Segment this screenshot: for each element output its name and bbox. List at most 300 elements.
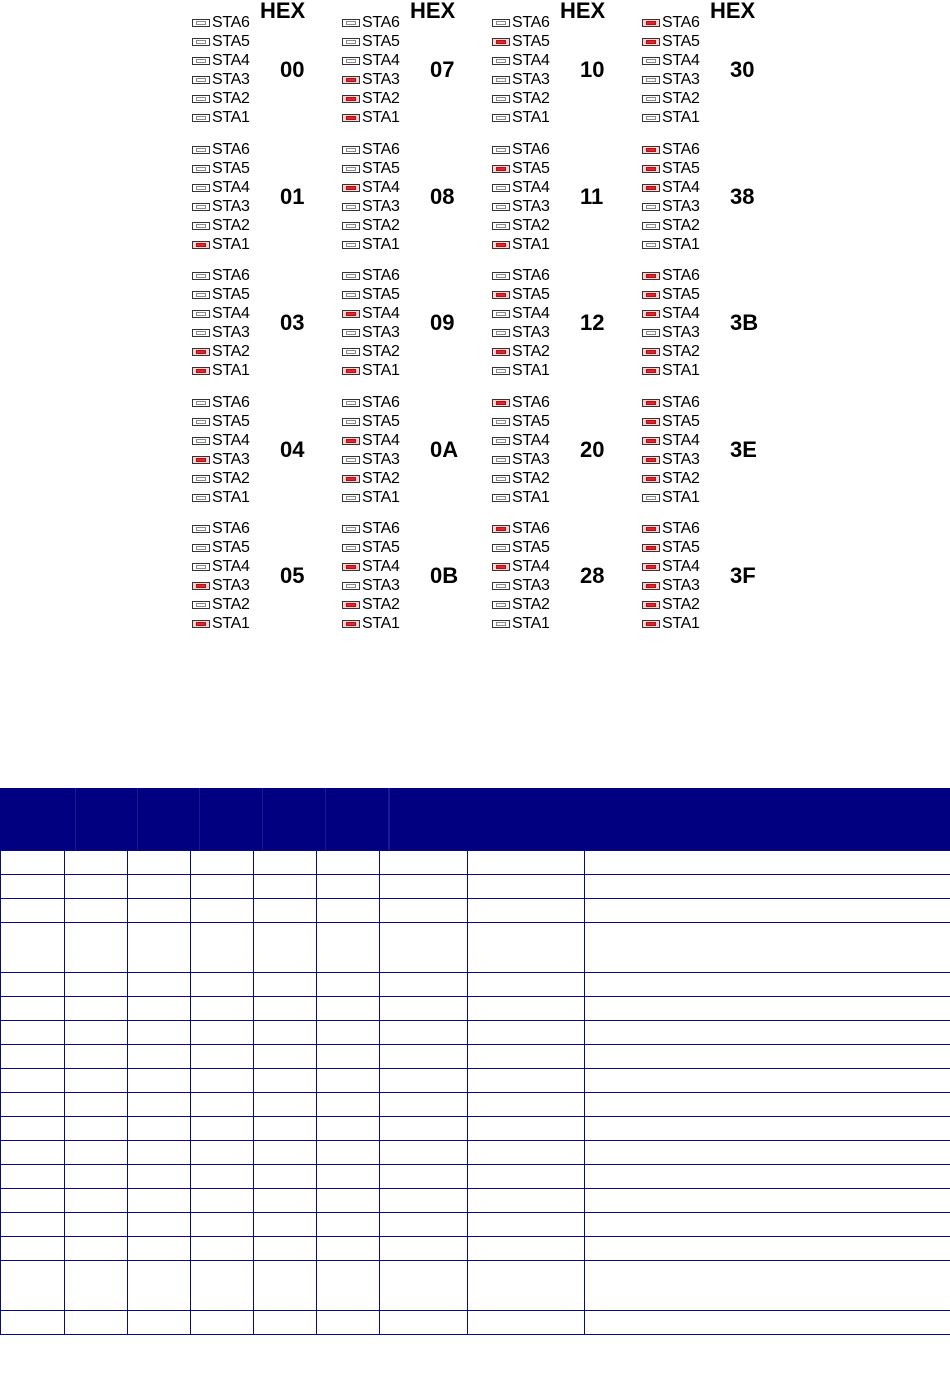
hex-value: 3B <box>730 310 759 335</box>
led-off-icon <box>492 601 510 609</box>
led-off-icon <box>342 165 360 173</box>
table-cell <box>254 1188 317 1212</box>
led-label: STA2 <box>362 90 400 107</box>
led-status-grid <box>0 0 950 640</box>
table-row <box>1 1140 950 1164</box>
led-off-icon <box>192 38 210 46</box>
table-cell <box>65 1068 128 1092</box>
led-off-icon <box>192 494 210 502</box>
led-off-icon <box>492 544 510 552</box>
table-cell <box>65 922 128 972</box>
led-off-icon <box>342 494 360 502</box>
table-header-row <box>1 788 950 850</box>
table-cell <box>585 1044 950 1068</box>
led-on-icon <box>192 241 210 249</box>
table-row <box>1 1044 950 1068</box>
led-label: STA2 <box>212 596 250 613</box>
led-on-icon <box>642 399 660 407</box>
led-label: STA1 <box>512 236 550 253</box>
led-label: STA3 <box>512 324 550 341</box>
table-cell <box>585 850 950 874</box>
table-cell <box>65 1310 128 1334</box>
led-label: STA4 <box>362 52 400 69</box>
table-cell <box>65 1188 128 1212</box>
table-cell <box>317 1212 380 1236</box>
hex-value: 3E <box>730 437 757 462</box>
table-row <box>1 1164 950 1188</box>
led-row <box>492 323 550 342</box>
led-row <box>492 140 550 159</box>
led-row <box>642 393 700 412</box>
led-label: STA6 <box>512 394 550 411</box>
led-code-group <box>492 13 622 131</box>
table-cell <box>128 1236 191 1260</box>
led-label: STA2 <box>212 343 250 360</box>
led-off-icon <box>192 272 210 280</box>
led-off-icon <box>642 95 660 103</box>
led-row <box>192 614 250 633</box>
led-label: STA2 <box>512 90 550 107</box>
table-cell <box>585 1188 950 1212</box>
hex-value: 01 <box>280 184 305 209</box>
table-cell <box>254 1310 317 1334</box>
led-on-icon <box>642 582 660 590</box>
table-cell <box>317 898 380 922</box>
led-code-group <box>192 13 322 131</box>
led-row <box>642 557 700 576</box>
led-off-icon <box>492 310 510 318</box>
led-row <box>492 469 550 488</box>
table-cell <box>191 972 254 996</box>
table-cell <box>585 1092 950 1116</box>
led-label: STA6 <box>662 141 700 158</box>
table-cell <box>585 1020 950 1044</box>
led-row <box>342 70 400 89</box>
table-cell <box>65 874 128 898</box>
led-row <box>642 412 700 431</box>
led-label: STA4 <box>512 179 550 196</box>
led-off-icon <box>192 437 210 445</box>
led-code-group <box>192 266 322 384</box>
hex-value: 05 <box>280 563 305 588</box>
table-cell <box>254 1092 317 1116</box>
led-code-group <box>342 393 472 511</box>
led-code-group <box>492 393 622 511</box>
led-code-group <box>492 140 622 258</box>
table-cell <box>468 996 585 1020</box>
table-cell <box>468 1140 585 1164</box>
led-row <box>642 538 700 557</box>
led-label: STA5 <box>212 413 250 430</box>
table-cell <box>380 1140 468 1164</box>
led-row <box>342 108 400 127</box>
led-off-icon <box>492 418 510 426</box>
led-label: STA5 <box>512 539 550 556</box>
led-label: STA3 <box>362 577 400 594</box>
table-row <box>1 1212 950 1236</box>
led-off-icon <box>342 146 360 154</box>
led-row <box>642 304 700 323</box>
table-cell <box>1 874 65 898</box>
led-off-icon <box>192 329 210 337</box>
led-on-icon <box>642 19 660 27</box>
led-label: STA2 <box>362 217 400 234</box>
led-row <box>192 576 250 595</box>
led-label: STA3 <box>512 451 550 468</box>
table-cell <box>128 922 191 972</box>
led-label: STA1 <box>512 489 550 506</box>
led-row <box>192 89 250 108</box>
table-cell <box>65 1092 128 1116</box>
led-label: STA5 <box>362 413 400 430</box>
led-label: STA1 <box>662 489 700 506</box>
led-on-icon <box>642 563 660 571</box>
table-cell <box>254 996 317 1020</box>
led-code-group <box>192 140 322 258</box>
led-row <box>642 159 700 178</box>
table-cell <box>317 1020 380 1044</box>
led-row <box>342 197 400 216</box>
table-cell <box>585 1164 950 1188</box>
led-row <box>192 469 250 488</box>
table-cell <box>380 1236 468 1260</box>
table-cell <box>380 972 468 996</box>
led-off-icon <box>492 57 510 65</box>
table-cell <box>128 1116 191 1140</box>
led-row <box>342 216 400 235</box>
led-on-icon <box>642 291 660 299</box>
led-row <box>642 469 700 488</box>
led-code-group <box>342 13 472 131</box>
hex-value: 20 <box>580 437 605 462</box>
led-label: STA4 <box>212 558 250 575</box>
led-label: STA1 <box>662 615 700 632</box>
table-cell <box>1 1188 65 1212</box>
led-row <box>492 488 550 507</box>
table-cell <box>468 898 585 922</box>
led-on-icon <box>192 620 210 628</box>
led-row <box>642 216 700 235</box>
led-label: STA1 <box>662 362 700 379</box>
led-off-icon <box>192 310 210 318</box>
led-row <box>642 431 700 450</box>
led-off-icon <box>642 76 660 84</box>
led-row <box>342 32 400 51</box>
led-label: STA1 <box>362 109 400 126</box>
led-row <box>342 576 400 595</box>
table-cell <box>317 1188 380 1212</box>
led-row <box>192 538 250 557</box>
led-on-icon <box>342 310 360 318</box>
table-cell <box>468 874 585 898</box>
led-off-icon <box>192 114 210 122</box>
table-cell <box>65 1260 128 1310</box>
led-on-icon <box>642 418 660 426</box>
led-off-icon <box>492 582 510 590</box>
led-off-icon <box>492 76 510 84</box>
led-row <box>492 450 550 469</box>
led-off-icon <box>642 203 660 211</box>
led-label: STA2 <box>512 217 550 234</box>
led-label: STA5 <box>212 286 250 303</box>
table-cell <box>468 1164 585 1188</box>
table-cell <box>65 1164 128 1188</box>
hex-value: 0A <box>430 437 459 462</box>
led-off-icon <box>642 494 660 502</box>
table-cell <box>1 1068 65 1092</box>
led-label: STA4 <box>512 432 550 449</box>
led-off-icon <box>342 222 360 230</box>
led-row <box>192 519 250 538</box>
led-on-icon <box>492 525 510 533</box>
table-cell <box>65 1212 128 1236</box>
led-off-icon <box>492 146 510 154</box>
led-off-icon <box>342 19 360 27</box>
led-row <box>642 197 700 216</box>
led-row <box>492 342 550 361</box>
hex-value: 08 <box>430 184 455 209</box>
led-row <box>642 13 700 32</box>
led-off-icon <box>492 95 510 103</box>
table-cell <box>128 1140 191 1164</box>
led-label: STA1 <box>212 109 250 126</box>
hex-column-header: HEX <box>410 0 456 23</box>
table-cell <box>254 972 317 996</box>
led-label: STA5 <box>662 413 700 430</box>
led-on-icon <box>342 437 360 445</box>
table-cell <box>317 972 380 996</box>
led-off-icon <box>492 494 510 502</box>
table-cell <box>1 1116 65 1140</box>
led-label: STA1 <box>662 109 700 126</box>
led-off-icon <box>342 525 360 533</box>
led-label: STA1 <box>512 615 550 632</box>
table-cell <box>191 1140 254 1164</box>
table-cell <box>128 1260 191 1310</box>
led-label: STA3 <box>662 324 700 341</box>
led-off-icon <box>192 544 210 552</box>
table-cell <box>317 996 380 1020</box>
led-label: STA5 <box>212 160 250 177</box>
led-label: STA2 <box>512 343 550 360</box>
table-row <box>1 1310 950 1334</box>
table-row <box>1 972 950 996</box>
table-cell <box>65 1020 128 1044</box>
table-row <box>1 898 950 922</box>
led-off-icon <box>342 272 360 280</box>
led-code-group <box>342 140 472 258</box>
led-label: STA1 <box>362 615 400 632</box>
table-cell <box>1 1140 65 1164</box>
led-off-icon <box>492 184 510 192</box>
led-label: STA6 <box>212 14 250 31</box>
table-cell <box>585 898 950 922</box>
table-cell <box>191 1068 254 1092</box>
hex-value: 11 <box>580 184 604 209</box>
led-row <box>342 519 400 538</box>
led-row <box>342 557 400 576</box>
led-label: STA3 <box>212 71 250 88</box>
led-on-icon <box>492 348 510 356</box>
table-cell <box>585 1068 950 1092</box>
table-cell <box>128 1188 191 1212</box>
led-row <box>492 51 550 70</box>
led-row <box>342 538 400 557</box>
table-cell <box>254 874 317 898</box>
led-on-icon <box>342 620 360 628</box>
led-off-icon <box>192 165 210 173</box>
led-label: STA1 <box>362 489 400 506</box>
table-cell <box>191 1020 254 1044</box>
led-label: STA5 <box>662 160 700 177</box>
led-row <box>192 285 250 304</box>
led-label: STA4 <box>362 305 400 322</box>
table-row <box>1 850 950 874</box>
led-label: STA3 <box>662 198 700 215</box>
led-row <box>342 304 400 323</box>
table-cell <box>585 1212 950 1236</box>
led-row <box>492 576 550 595</box>
table-cell <box>128 1310 191 1334</box>
table-cell <box>468 1310 585 1334</box>
hex-value: 28 <box>580 563 605 588</box>
led-off-icon <box>192 57 210 65</box>
led-row <box>192 393 250 412</box>
led-label: STA6 <box>362 394 400 411</box>
table-row <box>1 1188 950 1212</box>
led-on-icon <box>642 544 660 552</box>
table-cell <box>1 1020 65 1044</box>
led-row <box>642 108 700 127</box>
led-row <box>192 304 250 323</box>
led-label: STA4 <box>662 52 700 69</box>
led-row <box>342 469 400 488</box>
led-off-icon <box>192 563 210 571</box>
led-row <box>192 450 250 469</box>
led-row <box>342 431 400 450</box>
led-code-group <box>342 266 472 384</box>
led-row <box>342 412 400 431</box>
hex-column-header: HEX <box>560 0 606 23</box>
led-label: STA5 <box>212 33 250 50</box>
table-cell <box>128 996 191 1020</box>
led-row <box>642 450 700 469</box>
led-code-group <box>642 13 772 131</box>
table-cell <box>468 1188 585 1212</box>
led-row <box>342 13 400 32</box>
led-row <box>492 178 550 197</box>
led-off-icon <box>342 582 360 590</box>
table-cell <box>585 1310 950 1334</box>
table-row <box>1 1236 950 1260</box>
led-label: STA4 <box>662 432 700 449</box>
led-row <box>492 304 550 323</box>
led-off-icon <box>342 399 360 407</box>
table-cell <box>317 922 380 972</box>
led-row <box>492 285 550 304</box>
table-cell <box>468 1236 585 1260</box>
led-row <box>192 557 250 576</box>
hex-value: 07 <box>430 57 455 82</box>
table-cell <box>380 1020 468 1044</box>
led-code-group <box>642 266 772 384</box>
led-off-icon <box>192 291 210 299</box>
led-off-icon <box>192 146 210 154</box>
hex-value: 03 <box>280 310 305 335</box>
table-cell <box>468 922 585 972</box>
table-cell <box>1 1236 65 1260</box>
led-on-icon <box>642 146 660 154</box>
led-row <box>192 13 250 32</box>
led-row <box>642 595 700 614</box>
led-label: STA4 <box>362 558 400 575</box>
led-label: STA4 <box>512 558 550 575</box>
led-row <box>192 51 250 70</box>
led-label: STA5 <box>662 539 700 556</box>
led-on-icon <box>342 76 360 84</box>
led-label: STA6 <box>362 520 400 537</box>
led-off-icon <box>342 456 360 464</box>
led-label: STA2 <box>212 90 250 107</box>
table-cell <box>254 1116 317 1140</box>
led-row <box>192 342 250 361</box>
table-cell <box>468 1116 585 1140</box>
led-row <box>342 285 400 304</box>
led-label: STA2 <box>362 470 400 487</box>
led-row <box>492 159 550 178</box>
led-label: STA3 <box>662 577 700 594</box>
led-label: STA1 <box>662 236 700 253</box>
led-off-icon <box>342 38 360 46</box>
table-cell <box>128 1068 191 1092</box>
led-label: STA6 <box>662 14 700 31</box>
led-label: STA4 <box>212 305 250 322</box>
table-cell <box>128 1092 191 1116</box>
led-row <box>492 13 550 32</box>
led-label: STA2 <box>662 90 700 107</box>
led-row <box>642 488 700 507</box>
table-cell <box>254 1212 317 1236</box>
table-cell <box>1 972 65 996</box>
led-row <box>642 576 700 595</box>
led-row <box>192 412 250 431</box>
led-label: STA4 <box>512 52 550 69</box>
table-cell <box>65 996 128 1020</box>
led-on-icon <box>642 620 660 628</box>
led-label: STA6 <box>212 520 250 537</box>
led-off-icon <box>192 184 210 192</box>
led-row <box>192 488 250 507</box>
led-off-icon <box>492 437 510 445</box>
led-label: STA6 <box>212 141 250 158</box>
table-cell <box>317 850 380 874</box>
led-off-icon <box>342 544 360 552</box>
led-label: STA6 <box>362 141 400 158</box>
led-label: STA1 <box>212 615 250 632</box>
led-label: STA4 <box>662 558 700 575</box>
table-cell <box>380 996 468 1020</box>
table-cell <box>65 1236 128 1260</box>
table-cell <box>65 972 128 996</box>
table-cell <box>191 996 254 1020</box>
led-row <box>342 488 400 507</box>
led-on-icon <box>642 272 660 280</box>
table-cell <box>468 1092 585 1116</box>
led-on-icon <box>192 456 210 464</box>
led-off-icon <box>342 418 360 426</box>
table-cell <box>317 1068 380 1092</box>
led-row <box>342 450 400 469</box>
